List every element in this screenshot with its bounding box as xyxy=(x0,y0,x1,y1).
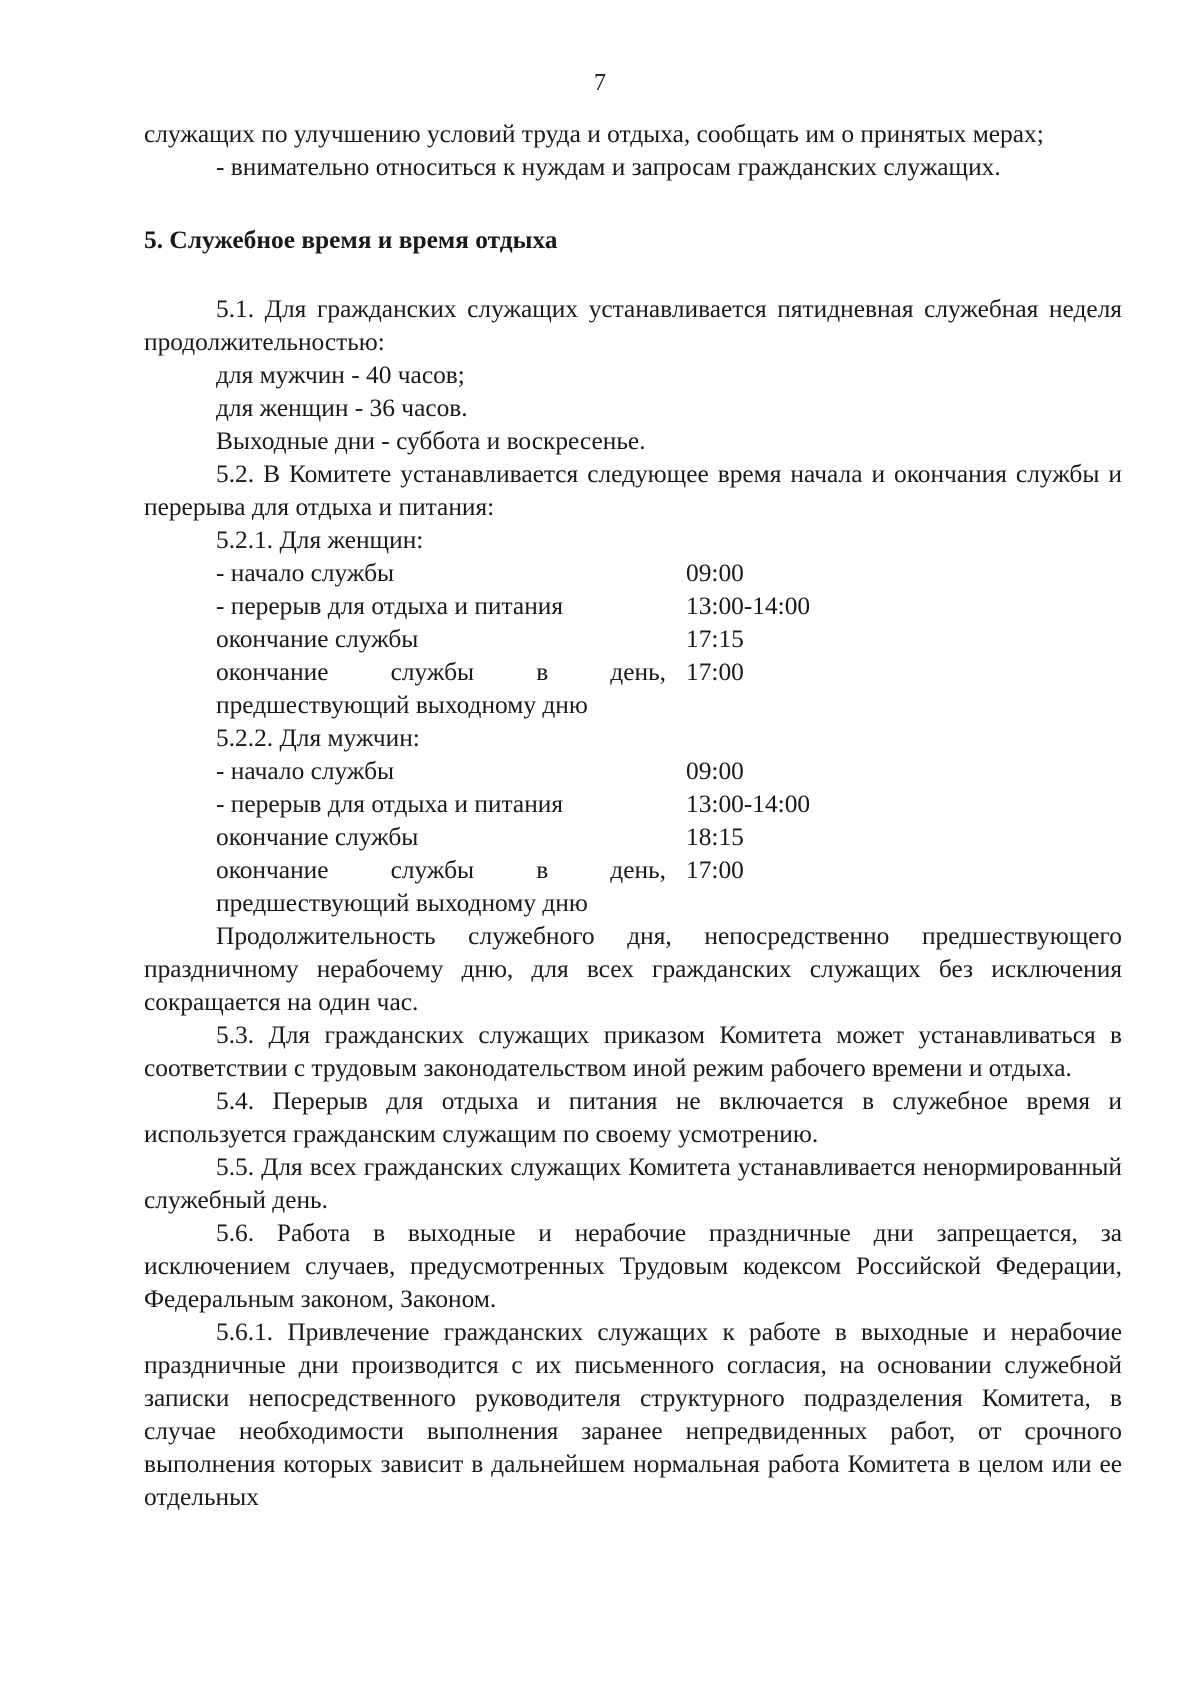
schedule-label: окончание службы xyxy=(216,823,419,851)
schedule-time: 17:15 xyxy=(686,625,744,653)
schedule-row xyxy=(144,557,1122,590)
schedule-label: - перерыв для отдыха и питания xyxy=(216,790,564,818)
schedule-label: окончание службы в день, предшествующий выходному дню xyxy=(216,856,666,917)
schedule-time: 13:00-14:00 xyxy=(686,790,811,818)
schedule-row xyxy=(144,788,1122,821)
clause-5-3: 5.3. Для гражданских служащих приказом Комитета может устанавливаться в соответствии с трудовым законодательством иной режим рабочего времени и отдыха. xyxy=(144,1021,1122,1082)
clause-5-6-1: 5.6.1. Привлечение гражданских служащих к работе в выходные и нерабочие праздничные дни производится с их письменного согласия, на основании служебной записки непосредственного руководителя структурного подразделения Комитета, в случае необходимости выполнения заранее непредвиденных работ, от срочного выполнения которых зависит в дальнейшем нормальная работа Комитета в целом или ее отдельных xyxy=(144,1318,1122,1511)
schedule-time: 13:00-14:00 xyxy=(686,592,811,620)
intro-list-item: - внимательно относиться к нуждам и запросам гражданских служащих. xyxy=(216,153,1001,181)
clause-5-1-days-off: Выходные дни - суббота и воскресенье. xyxy=(216,427,646,455)
clause-5-2: 5.2. В Комитете устанавливается следующее время начала и окончания службы и перерыва для отдыха и питания: xyxy=(144,460,1122,521)
schedule-label: окончание службы xyxy=(216,625,419,653)
schedule-label: - перерыв для отдыха и питания xyxy=(216,592,564,620)
schedule-time: 18:15 xyxy=(686,823,744,851)
clause-5-4: 5.4. Перерыв для отдыха и питания не включается в служебное время и используется гражданским служащим по своему усмотрению. xyxy=(144,1087,1122,1148)
holiday-note: Продолжительность служебного дня, непосредственно предшествующего праздничному нерабочему дню, для всех гражданских служащих без исключения сокращается на один час. xyxy=(144,922,1122,1016)
schedule-label: - начало службы xyxy=(216,757,395,785)
clause-5-2-2-title: 5.2.2. Для мужчин: xyxy=(216,724,420,752)
schedule-row xyxy=(144,623,1122,656)
clause-5-2-1-title: 5.2.1. Для женщин: xyxy=(216,526,424,554)
schedule-row xyxy=(144,755,1122,788)
schedule-label: - начало службы xyxy=(216,559,395,587)
schedule-time: 09:00 xyxy=(686,757,744,785)
schedule-time: 09:00 xyxy=(686,559,744,587)
intro-paragraph: служащих по улучшению условий труда и отдыха, сообщать им о принятых мерах; xyxy=(144,120,1044,148)
schedule-label: окончание службы в день, предшествующий выходному дню xyxy=(216,658,666,719)
schedule-time: 17:00 xyxy=(686,856,744,884)
clause-5-5: 5.5. Для всех гражданских служащих Комитета устанавливается ненормированный служебный день. xyxy=(144,1153,1122,1214)
page-number: 7 xyxy=(594,70,606,96)
clause-5-1-men: для мужчин - 40 часов; xyxy=(216,361,465,389)
clause-5-1-women: для женщин - 36 часов. xyxy=(216,394,468,422)
clause-5-6: 5.6. Работа в выходные и нерабочие праздничные дни запрещается, за исключением случаев, предусмотренных Трудовым кодексом Российской Федерации, Федеральным законом, Законом. xyxy=(144,1219,1122,1313)
schedule-row xyxy=(144,821,1122,854)
schedule-time: 17:00 xyxy=(686,658,744,686)
page-content xyxy=(144,118,1122,1514)
section-heading: 5. Служебное время и время отдыха xyxy=(144,226,558,254)
schedule-row xyxy=(144,656,1122,722)
schedule-row xyxy=(144,854,1122,920)
schedule-row xyxy=(144,590,1122,623)
clause-5-1: 5.1. Для гражданских служащих устанавливается пятидневная служебная неделя продолжительностью: xyxy=(144,295,1122,356)
